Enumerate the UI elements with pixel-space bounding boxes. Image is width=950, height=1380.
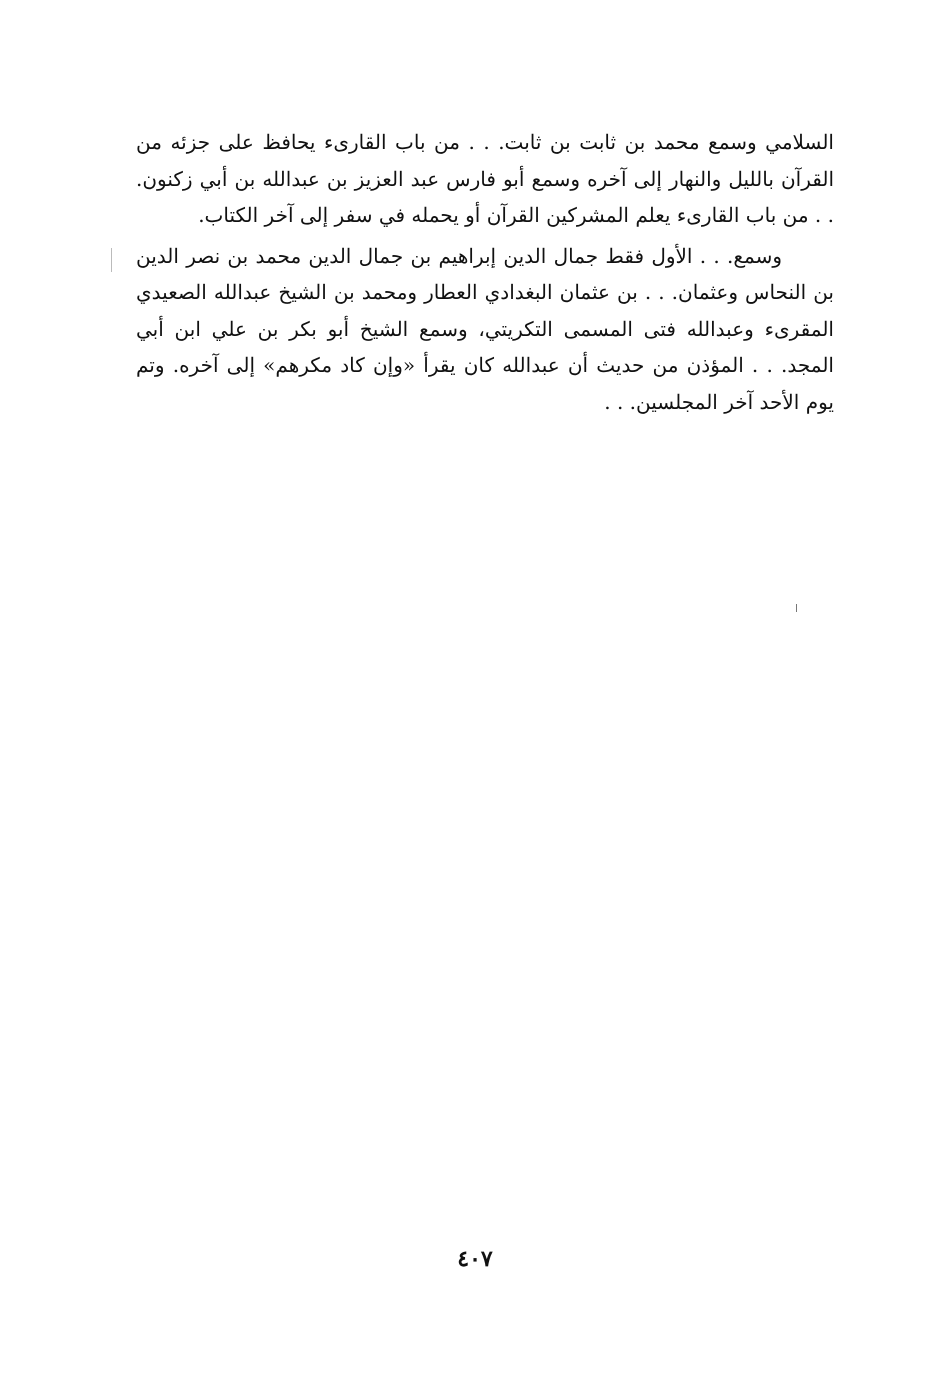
page-number: ٤٠٧ [457,1246,493,1272]
page-body [136,124,834,420]
scan-mark [796,604,797,612]
paragraph-1: السلامي وسمع محمد بن ثابت بن ثابت. . . من باب القارىء يحافظ على جزئه من القرآن بالليل والنهار إلى آخره وسمع أبو فارس عبد العزيز بن عبدالله بن أبي زكنون. . . من باب القارىء يعلم المشركين القرآن أو يحمله في سفر إلى آخر الكتاب. [136,130,834,227]
scan-mark [111,248,112,272]
paragraph-2: وسمع. . . الأول فقط جمال الدين إبراهيم بن جمال الدين محمد بن نصر الدين بن النحاس وعثمان. . . بن عثمان البغدادي العطار ومحمد بن الشيخ عبدالله الصعيدي المقرىء وعبدالله فتى المسمى التكريتي، وسمع الشيخ أبو بكر بن علي ابن أبي المجد. . . المؤذن من حديث أن عبدالله كان يقرأ «وإن كاد مكرهم» إلى آخره. وتم يوم الأحد آخر المجلسين. . . [136,243,834,414]
